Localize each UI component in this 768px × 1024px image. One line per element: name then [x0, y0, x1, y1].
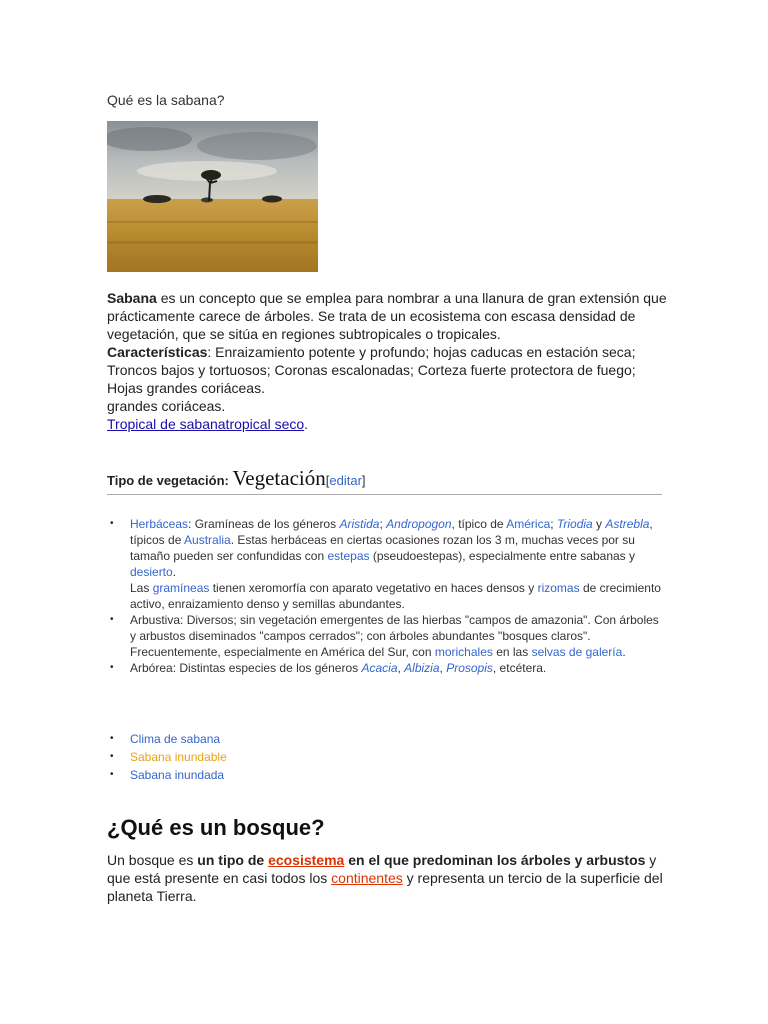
edit-section	[326, 473, 366, 488]
list-item-arborea	[107, 660, 662, 676]
text: (pseudoestepas), especialmente entre sabanas y	[369, 549, 636, 563]
text: , típicos de	[130, 517, 653, 547]
caracteristicas-line	[107, 343, 667, 397]
bullet-icon: •	[110, 751, 114, 762]
bold-text	[197, 852, 645, 868]
link-gramineas[interactable]: gramíneas	[152, 581, 210, 595]
text: . Estas herbáceas en ciertas ocasiones rozan los 3 m, muchas veces por su tamaño pueden ser confundidas con	[130, 533, 635, 563]
text: Arbustiva: Diversos; sin vegetación emergentes de las hierbas "campos de amazonia". Con árboles y arbustos diseminados "campos cerrados"; con árboles abundantes "bosques claros". Frecuentemente, especialmente en América del Sur, con	[130, 613, 659, 659]
text: .	[622, 645, 626, 659]
list-item	[107, 766, 507, 784]
link-sabana-inundada[interactable]: Sabana inundada	[130, 768, 225, 782]
text: tienen xeromorfía con aparato vegetativo en haces densos y	[209, 581, 538, 595]
text: ;	[379, 517, 387, 531]
tropical-link[interactable]: Tropical de sabanatropical seco	[107, 416, 305, 432]
link-sabana-inundable[interactable]: Sabana inundable	[130, 750, 227, 764]
link-estepas[interactable]: estepas	[327, 549, 370, 563]
link-period: .	[304, 416, 309, 432]
link-aristida[interactable]: Aristida	[339, 517, 380, 531]
text: ,	[439, 661, 447, 675]
vegetation-label: Tipo de vegetación:	[107, 473, 233, 488]
text: en el que predominan los árboles y arbustos	[344, 852, 646, 868]
link-rizomas[interactable]: rizomas	[537, 581, 580, 595]
bosque-heading: ¿Qué es un bosque?	[107, 815, 325, 840]
vegetation-list	[107, 516, 662, 676]
caracteristicas-text: : Enraizamiento potente y profundo; hojas caducas en estación seca; Troncos bajos y tortuosos; Coronas escalonadas; Corteza fuerte protectora de fuego; Hojas grandes coriáceas.	[107, 344, 636, 396]
page-title: Qué es la sabana?	[107, 92, 225, 108]
text: y que está presente en casi todos los	[107, 852, 657, 886]
link-desierto[interactable]: desierto	[130, 565, 173, 579]
link-selvas-de-galeria[interactable]: selvas de galería	[531, 645, 623, 659]
link-herbaceas[interactable]: Herbáceas	[130, 517, 189, 531]
link-america[interactable]: América	[506, 517, 551, 531]
link-clima-de-sabana[interactable]: Clima de sabana	[130, 732, 221, 746]
vegetation-heading	[107, 466, 662, 495]
text: y representa un tercio de la superficie del planeta Tierra.	[107, 870, 663, 904]
text: , etcétera.	[492, 661, 547, 675]
list-item	[107, 730, 507, 748]
edit-bracket-open: [	[325, 473, 330, 488]
link-albizia[interactable]: Albizia	[404, 661, 440, 675]
vegetation-title: Vegetación	[232, 466, 326, 490]
link-morichales[interactable]: morichales	[434, 645, 493, 659]
edit-bracket-close: ]	[361, 473, 366, 488]
link-acacia[interactable]: Acacia	[361, 661, 398, 675]
link-triodia[interactable]: Triodia	[556, 517, 593, 531]
text: Un bosque es	[107, 852, 198, 868]
text: ,	[397, 661, 405, 675]
text: , típico de	[451, 517, 507, 531]
link-continentes[interactable]: continentes	[331, 870, 403, 886]
link-prosopis[interactable]: Prosopis	[446, 661, 493, 675]
link-astrebla[interactable]: Astrebla	[605, 517, 650, 531]
list-item	[107, 748, 507, 766]
text: Las	[130, 581, 153, 595]
sabana-definition	[107, 289, 667, 343]
link-andropogon[interactable]: Andropogon	[386, 517, 452, 531]
savanna-photo	[107, 121, 318, 272]
extra-line: grandes coriáceas.	[107, 398, 226, 414]
text: de crecimiento activo, enraizamiento denso y semillas abundantes.	[130, 581, 661, 611]
bullet-icon: •	[110, 614, 114, 625]
edit-link[interactable]: editar	[329, 473, 362, 488]
text: y	[592, 517, 606, 531]
bullet-icon: •	[110, 662, 114, 673]
text: .	[172, 565, 177, 579]
sabana-text: es un concepto que se emplea para nombrar a una llanura de gran extensión que prácticamente carece de árboles. Se trata de un ecosistema con escasa densidad de vegetación, que se sitúa en regiones subtropicales o tropicales.	[107, 290, 667, 342]
sabana-term: Sabana	[107, 290, 157, 306]
text: en las	[492, 645, 532, 659]
text: ;	[550, 517, 557, 531]
text: : Gramíneas de los géneros	[188, 517, 340, 531]
bullet-icon: •	[110, 518, 114, 529]
sabana-paragraph	[107, 289, 667, 433]
link-line	[107, 415, 667, 433]
list-item-herbaceas	[107, 516, 662, 612]
bullet-icon: •	[110, 769, 114, 780]
text: un tipo de	[197, 852, 269, 868]
related-links-list	[107, 730, 507, 784]
link-australia[interactable]: Australia	[184, 533, 231, 547]
bullet-icon: •	[110, 733, 114, 744]
caracteristicas-term: Características	[107, 344, 208, 360]
link-ecosistema[interactable]: ecosistema	[268, 852, 345, 868]
text: Arbórea: Distintas especies de los géneros	[130, 661, 362, 675]
list-item-arbustiva	[107, 612, 662, 660]
bosque-paragraph	[107, 851, 667, 905]
